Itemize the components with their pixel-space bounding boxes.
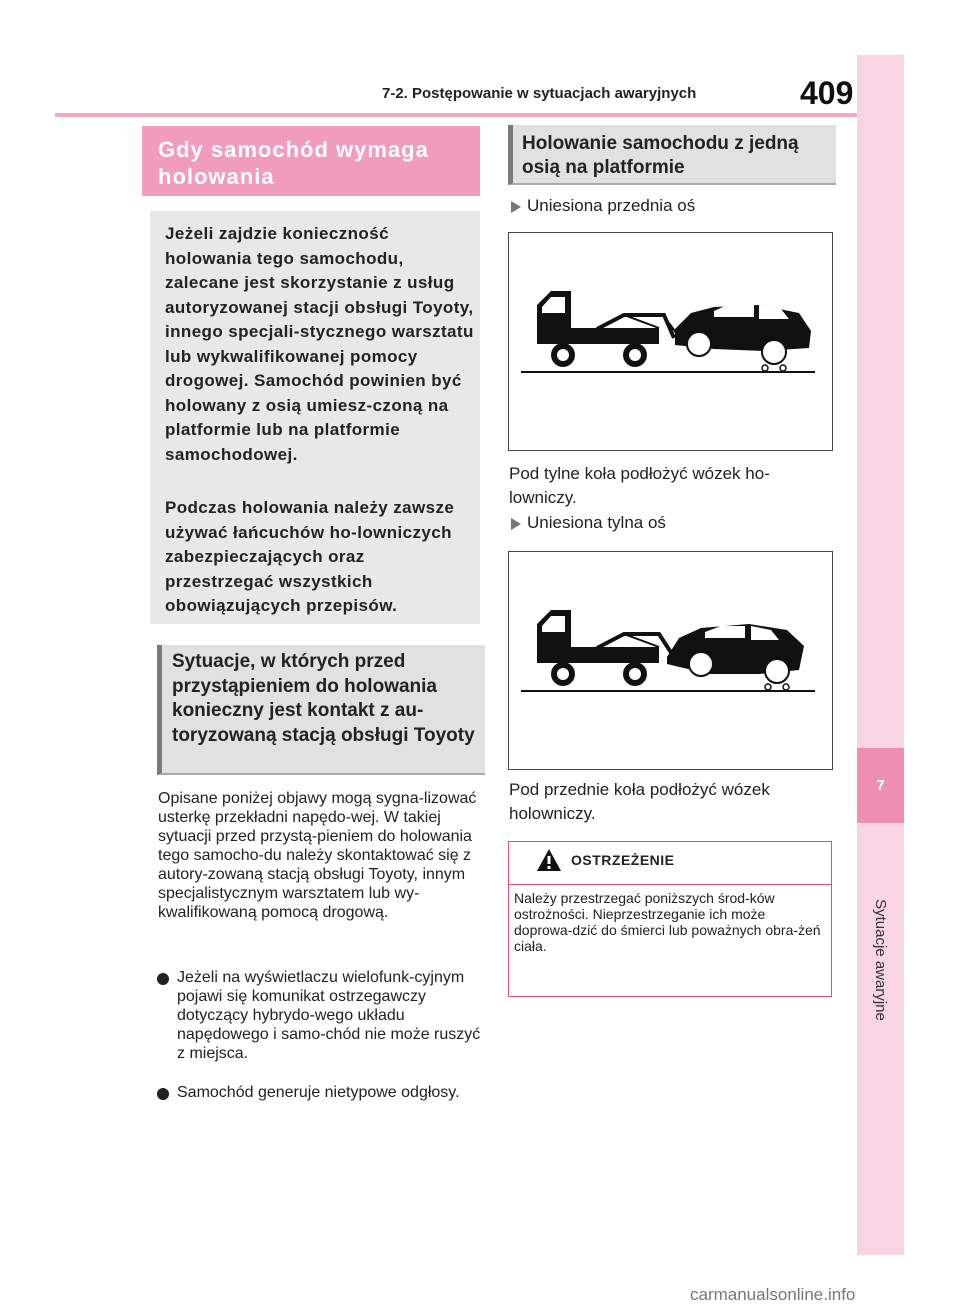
chapter-side-label: Sytuacje awaryjne bbox=[872, 899, 889, 1021]
chapter-tab[interactable]: 7 bbox=[857, 748, 904, 823]
watermark[interactable]: carmanualsonline.info bbox=[690, 1285, 856, 1304]
bullet-item: Samochód generuje nietypowe odgłosy. bbox=[177, 1084, 460, 1101]
tow-truck-front-lift-illustration bbox=[509, 233, 832, 450]
header-rule bbox=[55, 113, 857, 117]
body-paragraph: Opisane poniżej objawy mogą sygna-lizować usterkę przekładni napędo-wej. W takiej sytuacji przed przystą-pieniem do holowania tego samocho-du należy skontaktować się z autory-zowaną stacją obsługi Toyoty, innym specjalistycznym warsztatem lub wy-kwalifikowaną pomocą drogową. bbox=[158, 790, 477, 921]
bullet-item: Jeżeli na wyświetlaczu wielofunk-cyjnym pojawi się komunikat ostrzegawczy dotyczący hybrydo-wego układu napędowego i samo-chód nie może ruszyć z miejsca. bbox=[177, 969, 481, 1062]
arrow-right-icon bbox=[511, 201, 521, 213]
rear-lift-label: Uniesiona tylna oś bbox=[527, 513, 666, 532]
warning-text: Należy przestrzegać poniższych środ-ków ostrożności. Nieprzestrzeganie ich może doprowa-dzić do śmierci lub poważnych obra-żeń ciała. bbox=[514, 890, 821, 954]
contact-heading: Sytuacje, w których przed przystąpieniem do holowania konieczny jest kontakt z au-toryzowaną stacją obsługi Toyoty bbox=[172, 651, 475, 746]
bullet-dot bbox=[157, 973, 169, 985]
section-title: Gdy samochód wymaga holowania bbox=[158, 137, 429, 189]
page-number: 409 bbox=[800, 75, 854, 111]
intro-paragraph-2: Podczas holowania należy zawsze używać łańcuchów ho-lowniczych zabezpieczających oraz przestrzegać wszystkich obowiązujących przepisów. bbox=[165, 498, 455, 615]
front-lift-figure bbox=[508, 232, 833, 451]
towing-heading: Holowanie samochodu z jedną osią na platformie bbox=[522, 133, 799, 178]
front-lift-label: Uniesiona przednia oś bbox=[527, 196, 696, 215]
header-title: 7-2. Postępowanie w sytuacjach awaryjnych bbox=[382, 85, 697, 102]
warning-triangle-icon bbox=[536, 848, 562, 872]
warning-title: OSTRZEŻENIE bbox=[571, 852, 675, 868]
rear-lift-figure bbox=[508, 551, 833, 770]
rear-lift-text: Pod przednie koła podłożyć wózek holowniczy. bbox=[509, 780, 770, 823]
arrow-right-icon bbox=[511, 518, 521, 530]
intro-paragraph-1: Jeżeli zajdzie konieczność holowania tego samochodu, zalecane jest skorzystanie z usług autoryzowanej stacji obsługi Toyoty, innego specjali-stycznego warsztatu lub wykwalifikowanej pomocy drogowej. Samochód powinien być holowany z osią umiesz-czoną na platformie lub na platformie samochodowej. bbox=[165, 224, 474, 464]
tow-truck-rear-lift-illustration bbox=[509, 552, 832, 769]
bullet-dot bbox=[157, 1088, 169, 1100]
front-lift-text: Pod tylne koła podłożyć wózek ho-lowniczy. bbox=[509, 464, 770, 507]
